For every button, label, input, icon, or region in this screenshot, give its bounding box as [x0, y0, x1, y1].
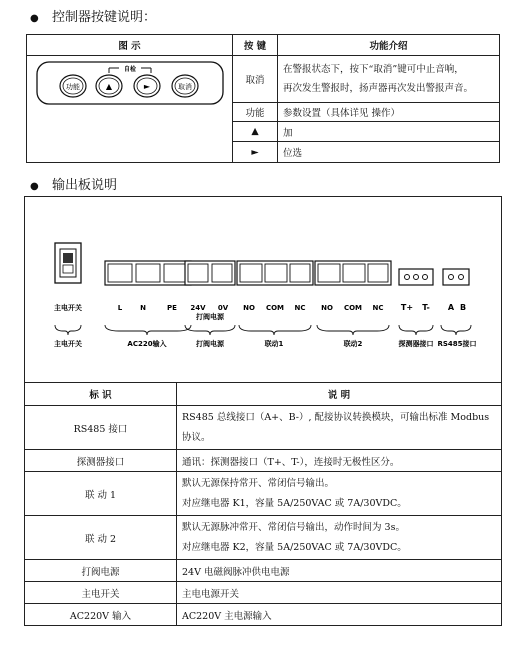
key-function: 功能: [233, 102, 278, 122]
pin-L: L: [117, 304, 123, 312]
group-label-switch: 主电开关: [54, 340, 82, 348]
desc-relay1-line2: 对应继电器 K1，容量 5A/250VAC 或 7A/30VDC。: [182, 497, 407, 509]
desc-rs485-line1: RS485 总线接口（A+、B-）, 配接协议转换模块，可输出标准 Modbus: [182, 411, 490, 423]
desc-relay2-line1: 默认无源脉冲常开、常闭信号输出，动作时间为 3s。: [182, 521, 405, 533]
relay1-terminal-block-icon: [237, 261, 313, 285]
pin-24V: 24V: [190, 304, 206, 312]
group-label-relay1: 联动1: [264, 340, 284, 348]
desc-relay1: [177, 472, 502, 516]
keypad-diagram-cell: [27, 56, 233, 163]
id-detector: 探测器接口: [25, 450, 177, 472]
ac220-terminal-block-icon: [105, 261, 191, 285]
keypad-diagram: [27, 56, 232, 159]
det-pin-Tminus: T-: [422, 303, 430, 312]
desc-up: 加: [278, 122, 500, 142]
right-key-label: ►: [143, 82, 151, 91]
bullet-icon: ●: [30, 181, 39, 192]
up-key[interactable]: [96, 75, 122, 97]
desc-ac220-input: AC220V 主电源输入: [177, 604, 502, 626]
relay2-pin-COM: COM: [343, 304, 363, 312]
pin-PE: PE: [167, 304, 177, 312]
desc-rs485: [177, 406, 502, 450]
header-description: 说 明: [177, 383, 502, 406]
rs485-pin-A: A: [447, 303, 455, 312]
desc-rs485-line2: 协议。: [182, 431, 211, 443]
key-up: ▲: [233, 122, 278, 142]
rs485-connector-icon: [443, 269, 469, 285]
output-board-diagram-box: [24, 196, 502, 383]
valve-power-pin-label: 打阀电源: [196, 313, 224, 321]
power-switch-icon: [55, 243, 81, 283]
pin-N: N: [140, 304, 146, 312]
desc-valve-power: 24V 电磁阀脉冲供电电源: [177, 560, 502, 582]
relay2-terminal-block-icon: [315, 261, 391, 285]
desc-right: 位选: [278, 142, 500, 163]
key-cancel: 取消: [233, 56, 278, 103]
desc-main-switch: 主电电源开关: [177, 582, 502, 604]
group-label-valve: 打阀电源: [196, 340, 224, 348]
id-relay1: 联 动 1: [25, 472, 177, 516]
header-function: 功能介绍: [278, 35, 500, 56]
relay2-pin-NC: NC: [372, 304, 384, 312]
switch-pin-label: 主电开关: [54, 304, 82, 312]
function-key-label: 功能: [66, 83, 80, 91]
id-main-switch: 主电开关: [25, 582, 177, 604]
desc-relay2-line2: 对应继电器 K2，容量 5A/250VAC 或 7A/30VDC。: [182, 541, 407, 553]
id-ac220-input: AC220V 输入: [25, 604, 177, 626]
bullet-icon: ●: [30, 13, 39, 24]
output-board-diagram: [25, 197, 501, 383]
desc-relay2: [177, 516, 502, 560]
relay1-pin-NO: NO: [243, 304, 255, 312]
key-right: ►: [233, 142, 278, 163]
up-key-label: ▲: [105, 82, 113, 91]
desc-cancel-line1: 在警报状态下，按下“取消”键可中止音响，: [283, 63, 464, 75]
output-board-table: [24, 382, 502, 626]
id-relay2: 联 动 2: [25, 516, 177, 560]
relay1-pin-NC: NC: [294, 304, 306, 312]
detector-connector-icon: [399, 269, 433, 285]
valve-power-terminal-block-icon: [185, 261, 235, 285]
header-key: 按 键: [233, 35, 278, 56]
self-test-label: 自检: [123, 66, 137, 73]
section1-heading-text: 控制器按键说明：: [52, 10, 157, 25]
id-valve-power: 打阀电源: [25, 560, 177, 582]
cancel-key-label: 取消: [178, 83, 192, 91]
desc-cancel: [278, 56, 500, 103]
rs485-pin-B: B: [459, 303, 467, 312]
desc-cancel-line2: 再次发生警报时，扬声器再次发出警报声音。: [283, 82, 474, 94]
header-diagram: 图 示: [27, 35, 233, 56]
section1-heading: [30, 6, 156, 25]
cancel-key[interactable]: [172, 75, 198, 97]
id-rs485: RS485 接口: [25, 406, 177, 450]
desc-detector: 通讯：探测器接口（T+、T-），连接时无极性区分。: [177, 450, 502, 472]
group-label-detector: 探测器接口: [398, 340, 434, 348]
relay1-pin-COM: COM: [265, 304, 285, 312]
group-label-ac220: AC220输入: [127, 340, 167, 348]
right-key[interactable]: [134, 75, 160, 97]
det-pin-Tplus: T+: [400, 303, 414, 312]
header-identifier: 标 识: [25, 383, 177, 406]
group-braces: [55, 325, 471, 335]
section2-heading-text: 输出板说明: [52, 178, 118, 193]
desc-relay1-line1: 默认无源保持常开、常闭信号输出。: [182, 477, 335, 489]
group-label-relay2: 联动2: [343, 340, 363, 348]
relay2-pin-NO: NO: [321, 304, 333, 312]
group-label-rs485: RS485接口: [437, 340, 477, 348]
function-key[interactable]: [60, 75, 86, 97]
pin-0V: 0V: [217, 304, 229, 312]
section2-heading: [30, 174, 117, 193]
desc-function: 参数设置（具体详见 操作）: [278, 102, 500, 122]
keypad-table: [26, 34, 500, 163]
